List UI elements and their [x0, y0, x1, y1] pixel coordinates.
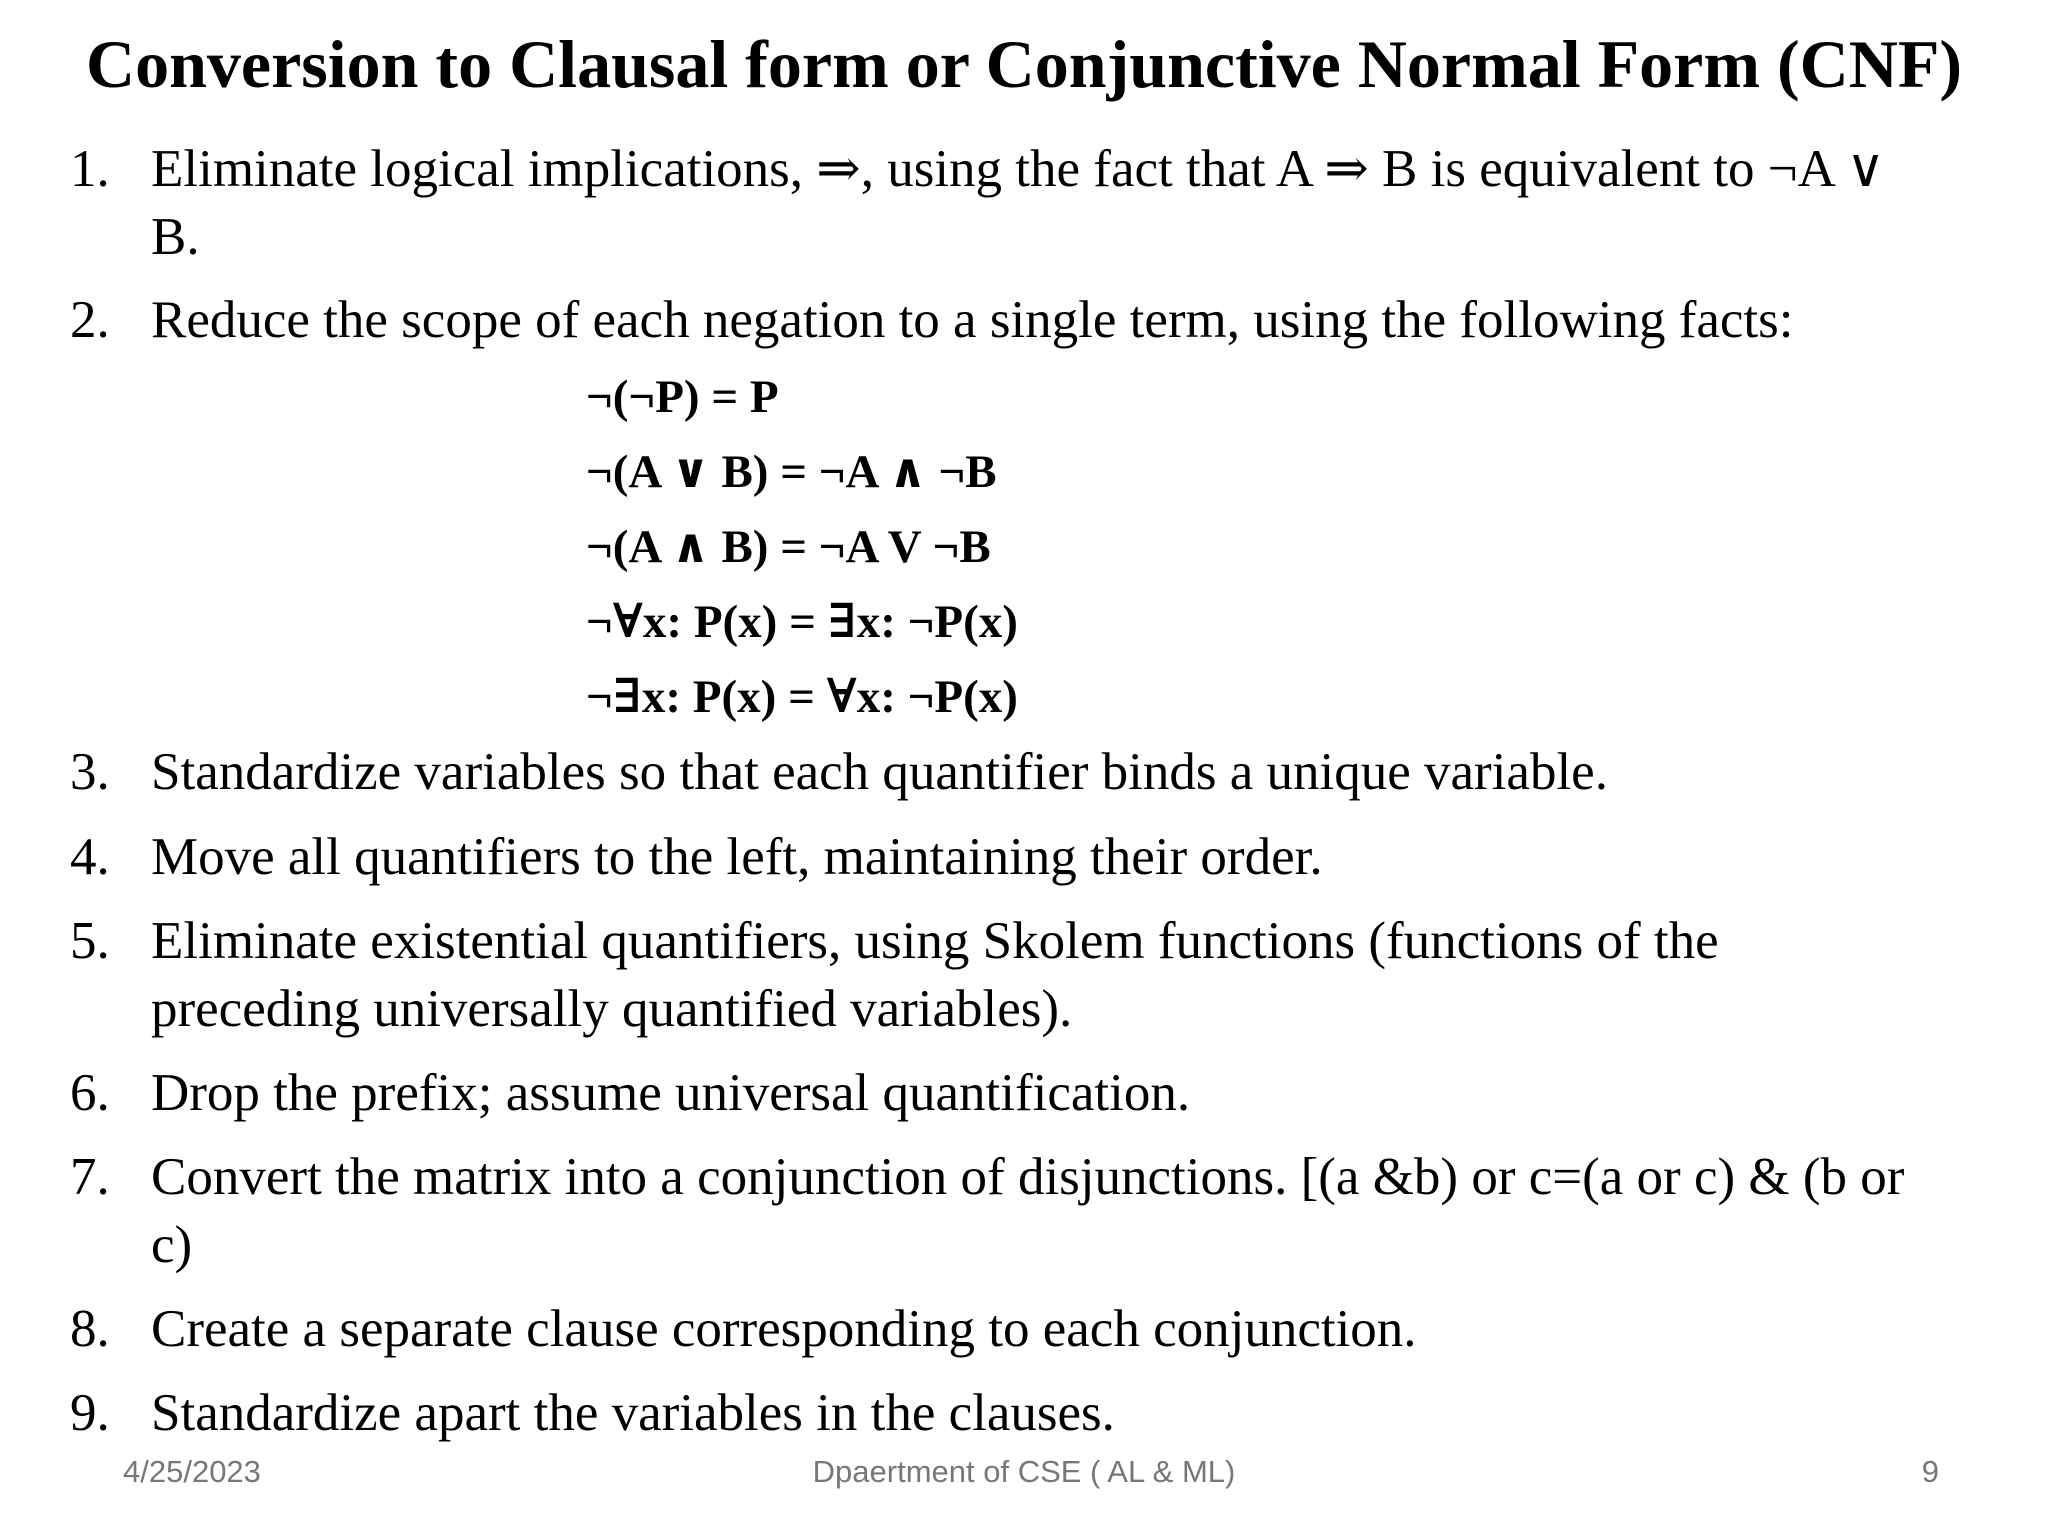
- negation-fact: ¬∃x: P(x) = ∀x: ¬P(x): [586, 671, 1018, 723]
- step-number: 2.: [70, 291, 110, 349]
- footer-date: 4/25/2023: [123, 1454, 261, 1489]
- step-text-continued: c): [151, 1216, 193, 1274]
- footer-page-number: 9: [1921, 1454, 1939, 1489]
- step-number: 5.: [70, 912, 110, 970]
- step-text: Standardize variables so that each quantifier binds a unique variable.: [151, 743, 1608, 801]
- step-text-continued: preceding universally quantified variables).: [151, 980, 1073, 1038]
- step-text: Drop the prefix; assume universal quantification.: [151, 1064, 1191, 1122]
- step-number: 6.: [70, 1064, 110, 1122]
- step-text: Standardize apart the variables in the clauses.: [151, 1384, 1115, 1442]
- step-number: 1.: [70, 140, 110, 198]
- step-number: 9.: [70, 1384, 110, 1442]
- step-text: Eliminate logical implications, ⇒, using the fact that A ⇒ B is equivalent to ¬A ∨: [151, 140, 1885, 198]
- step-number: 4.: [70, 828, 110, 886]
- step-number: 8.: [70, 1300, 110, 1358]
- step-text: Convert the matrix into a conjunction of disjunctions. [(a &b) or c=(a or c) & (b or: [151, 1148, 1905, 1206]
- step-text: Reduce the scope of each negation to a single term, using the following facts:: [151, 291, 1794, 349]
- step-text: Create a separate clause corresponding to each conjunction.: [151, 1300, 1417, 1358]
- slide-title: Conversion to Clausal form or Conjunctive Normal Form (CNF): [85, 26, 1963, 102]
- step-number: 7.: [70, 1148, 110, 1206]
- negation-fact: ¬(A ∨ B) = ¬A ∧ ¬B: [586, 446, 997, 498]
- step-number: 3.: [70, 743, 110, 801]
- step-text: Move all quantifiers to the left, maintaining their order.: [151, 828, 1323, 886]
- negation-fact: ¬∀x: P(x) = ∃x: ¬P(x): [586, 596, 1018, 648]
- step-text-continued: B.: [151, 208, 200, 266]
- step-text: Eliminate existential quantifiers, using Skolem functions (functions of the: [151, 912, 1719, 970]
- negation-facts-list: [586, 360, 1018, 735]
- footer-department: Dpaertment of CSE ( AL & ML): [812, 1454, 1236, 1489]
- negation-fact: ¬(A ∧ B) = ¬A V ¬B: [586, 521, 991, 573]
- negation-fact: ¬(¬P) = P: [586, 371, 779, 423]
